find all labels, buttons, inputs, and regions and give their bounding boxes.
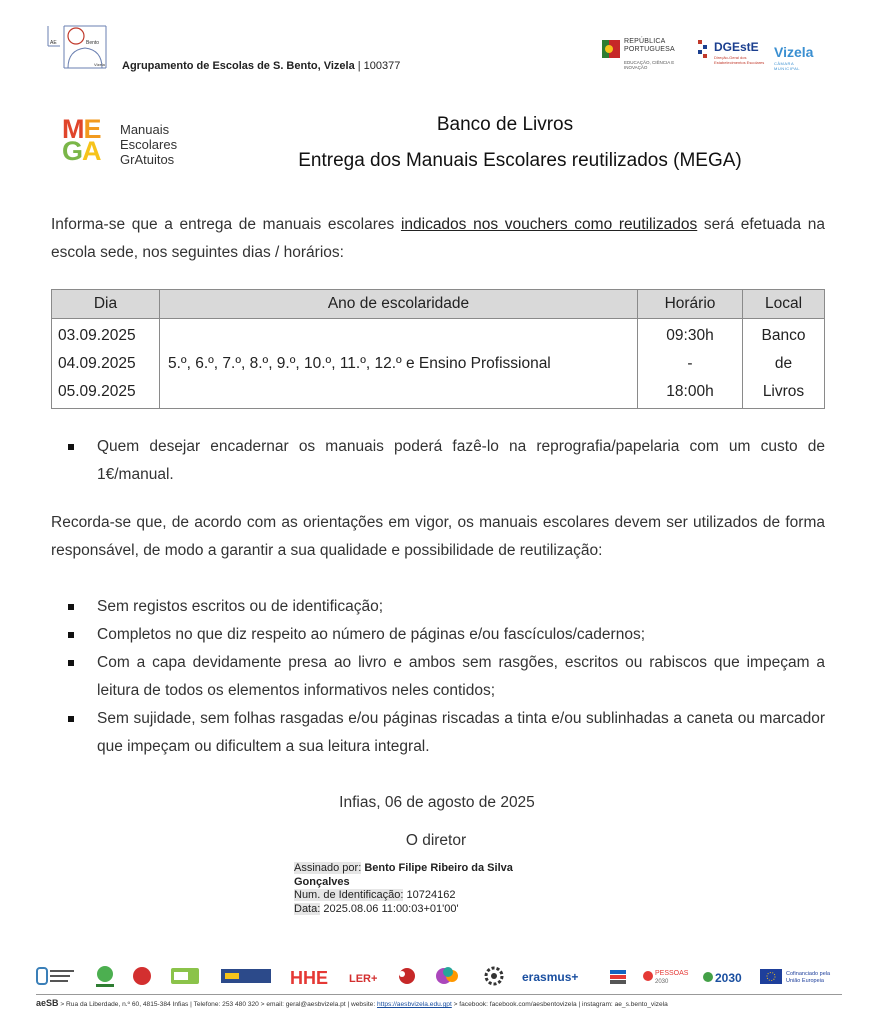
mega-word-3: GrAtuitos (120, 152, 175, 167)
svg-text:LER+: LER+ (349, 973, 378, 985)
date-label: Data: (294, 902, 321, 915)
local-cell (743, 319, 825, 409)
clube-ciencia-viva-logo (36, 964, 76, 990)
list-item: Quem desejar encadernar os manuais poderá fazê-lo na reprografia/papelaria com um custo de 1€/manual. (51, 433, 825, 489)
date-2: 04.09.2025 (58, 354, 136, 372)
hour-dash: - (687, 354, 693, 372)
svg-text:PESSOAS: PESSOAS (655, 970, 689, 977)
footer-contacts (36, 998, 842, 1008)
footer-social: > facebook: facebook.com/aesbentovizela | instagram: ae_s.bento_vizela (451, 1001, 668, 1008)
director-text: O diretor (405, 832, 467, 849)
table-row (52, 319, 825, 409)
list-item: Sem registos escritos ou de identificação; (51, 593, 825, 621)
gear-icon (484, 964, 504, 990)
svg-text:Vizela: Vizela (94, 62, 105, 67)
reminder-paragraph: Recorda-se que, de acordo com as orientações em vigor, os manuais escolares devem ser utilizados de forma responsável, de modo a garantir a sua qualidade e possibilidade de reutilização: (51, 514, 825, 559)
footer-acronym: aeSB (36, 998, 59, 1008)
pessoas-2030-logo (642, 964, 692, 990)
mega-letter-e: E (83, 114, 101, 144)
id-value: 10724162 (406, 889, 456, 901)
eco-escolas-logo (92, 964, 118, 990)
eu-cofinanced-logo (758, 964, 842, 990)
ler-plus-logo (348, 964, 378, 990)
hour-end: 18:00h (666, 382, 714, 400)
svg-text:União Europeia: União Europeia (786, 978, 824, 984)
footer-address: > Rua da Liberdade, n.º 60, 4815-384 Infias | Telefone: 253 480 320 > email: geral@aesbvizela.pt | website: (58, 1001, 378, 1008)
mega-letter-m: M (62, 114, 84, 144)
digital-signature (294, 862, 554, 916)
footer-website-link[interactable]: https://aesbvizela.edu.gpt (377, 1001, 452, 1008)
republic-title: REPÚBLICA PORTUGUESA (624, 38, 675, 53)
portugal-2030-logo (702, 964, 746, 990)
page-title-text: Banco de Livros (436, 114, 574, 135)
intro-text-after: será efetuada na escola sede, nos seguintes dias / horários: (51, 216, 825, 261)
date-1: 03.09.2025 (58, 326, 136, 344)
mega-word-2: Escolares (120, 137, 178, 152)
page-subtitle (0, 150, 880, 172)
list-item: Completos no que diz respeito ao número de páginas e/ou fascículos/cadernos; (51, 621, 825, 649)
id-label: Num. de Identificação: (294, 889, 404, 901)
hours-cell (638, 319, 743, 409)
header-dia: Dia (52, 290, 160, 319)
signed-by-name: Bento Filipe Ribeiro da Silva (364, 862, 513, 874)
republic-flag-icon (602, 40, 620, 58)
svg-text:Bento: Bento (86, 40, 100, 46)
local-line-2: de (774, 354, 793, 372)
signed-by-name-2: Gonçalves (294, 875, 350, 888)
hhe-logo (288, 964, 328, 990)
svg-text:erasmus+: erasmus+ (522, 970, 579, 984)
art-emblem-logo (392, 964, 422, 990)
intro-text-before: Informa-se que a entrega de manuais escolares (51, 216, 401, 233)
vizela-subtitle: CÂMARA MUNICIPAL (774, 61, 800, 71)
schedule-table (51, 289, 825, 409)
erasmus-logo (522, 964, 592, 990)
local-line-3: Livros (762, 382, 805, 400)
footer-divider (36, 994, 842, 995)
dates-cell (52, 319, 160, 409)
school-code: | 100377 (357, 60, 401, 72)
page-subtitle-text: Entrega dos Manuais Escolares reutilizados (MEGA) (298, 150, 742, 171)
place-date-text: Infias, 06 de agosto de 2025 (339, 794, 535, 811)
mega-letter-g: G (62, 136, 83, 166)
date-3: 05.09.2025 (58, 382, 136, 400)
svg-text:Cofinanciado pela: Cofinanciado pela (786, 971, 831, 977)
place-date (0, 794, 880, 812)
list-item: Com a capa devidamente presa ao livro e ambos sem rasgões, escritos ou rabiscos que impeçam a leitura de todos os elementos informativos neles contidos; (51, 649, 825, 705)
dgeste-label: DGEstE (714, 40, 759, 54)
dgeste-subtitle: Direção-Geral dos Estabelecimentos Escolares (714, 55, 765, 65)
director-label (0, 832, 880, 850)
signed-by-label: Assinado por: (294, 862, 362, 874)
table-header-row (52, 290, 825, 319)
intro-underlined: indicados nos vouchers como reutilizados (400, 216, 698, 233)
svg-text:2030: 2030 (715, 971, 742, 985)
book-stack-icon (608, 964, 628, 990)
selo-logo (170, 964, 200, 990)
red-emblem-logo (132, 964, 152, 990)
unesco-logo (434, 964, 468, 990)
header-local: Local (743, 290, 825, 319)
mega-letter-a: A (82, 136, 101, 166)
local-line-1: Banco (761, 326, 806, 344)
list-item: Sem sujidade, sem folhas rasgadas e/ou páginas riscadas a tinta e/ou sublinhadas a caneta ou marcador que impeçam ou dificultem a sua leitura integral. (51, 705, 825, 761)
binding-note-list (51, 433, 825, 489)
dgeste-mark-icon (698, 40, 712, 58)
republic-subtitle: EDUCAÇÃO, CIÊNCIA E INOVAÇÃO (624, 60, 675, 70)
vizela-logo: Vizela (774, 44, 814, 60)
header-horario: Horário (638, 290, 743, 319)
rules-list (51, 593, 825, 761)
svg-text:AE: AE (50, 40, 57, 46)
svg-text:HHE: HHE (290, 968, 328, 988)
school-logo (46, 24, 108, 70)
footer-logos (36, 964, 842, 992)
intro-paragraph (51, 211, 825, 267)
date-value: 2025.08.06 11:00:03+01'00' (323, 902, 459, 915)
svg-text:2030: 2030 (655, 979, 669, 985)
page-title (0, 114, 880, 136)
school-name-text: Agrupamento de Escolas de S. Bento, Vizela (122, 60, 355, 72)
banner-logo (220, 964, 272, 990)
header-ano: Ano de escolaridade (160, 290, 638, 319)
mega-word-1: Manuais (120, 122, 170, 137)
hour-start: 09:30h (666, 326, 714, 344)
school-name (122, 60, 400, 72)
years-cell: 5.º, 6.º, 7.º, 8.º, 9.º, 10.º, 11.º, 12.º e Ensino Profissional (160, 319, 638, 409)
